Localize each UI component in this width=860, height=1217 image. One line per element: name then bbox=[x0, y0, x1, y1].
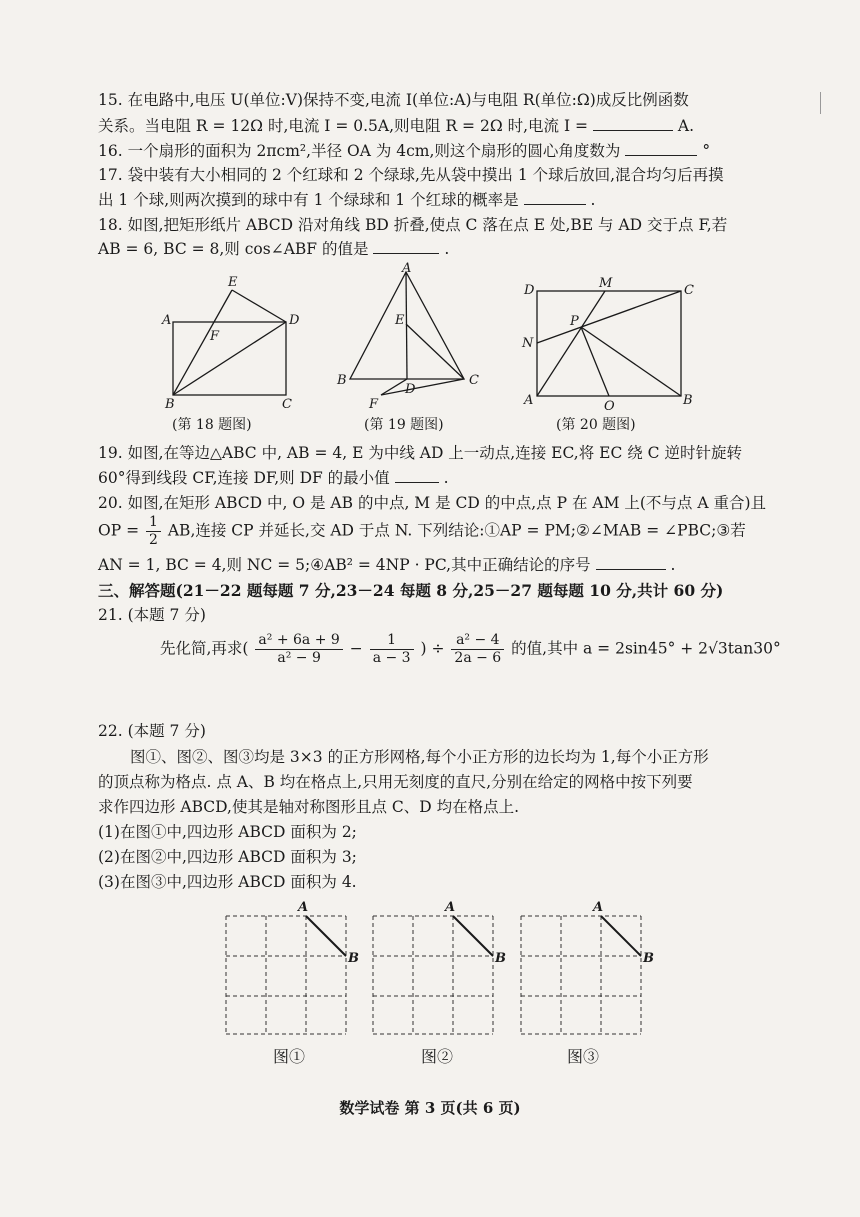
fig18-label-d: D bbox=[289, 313, 300, 328]
q22-line2: 的顶点称为格点. 点 A、B 均在格点上,只用无刻度的直尺,分别在给定的网格中按下列要 bbox=[98, 773, 693, 791]
q20-frac-den: 2 bbox=[149, 532, 158, 548]
q21-f3-den: 2a − 6 bbox=[454, 650, 502, 666]
q21-fraction-2 bbox=[370, 632, 414, 667]
q21-f2-num: 1 bbox=[370, 632, 414, 650]
q15-answer-blank bbox=[593, 116, 673, 131]
grid2-segment-ab bbox=[453, 916, 493, 956]
q16-line bbox=[98, 140, 710, 162]
q22-header: 22. (本题 7 分) bbox=[98, 722, 206, 740]
q20-line2 bbox=[98, 514, 746, 549]
q18-line1: 18. 如图,把矩形纸片 ABCD 沿对角线 BD 折叠,使点 C 落在点 E 处,BE 与 AD 交于点 F,若 bbox=[98, 216, 728, 234]
q21-header: 21. (本题 7 分) bbox=[98, 606, 206, 624]
q16-answer-blank bbox=[625, 141, 697, 156]
figure-19 bbox=[333, 262, 493, 412]
q20-period: . bbox=[670, 556, 676, 574]
q20-text: AB,连接 CP 并延长,交 AD 于点 N. 下列结论:①AP = PM;②∠MAB = ∠PBC;③若 bbox=[167, 521, 746, 540]
fig18-diagonal-bd bbox=[173, 322, 286, 395]
fig18-label-c: C bbox=[282, 397, 292, 412]
q22-item2: (2)在图②中,四边形 ABCD 面积为 3; bbox=[98, 848, 357, 866]
q19-answer-blank bbox=[395, 468, 439, 483]
fig19-segment-ec bbox=[406, 324, 464, 379]
grid-2 bbox=[362, 896, 512, 1036]
grid1-label-b: B bbox=[348, 951, 359, 966]
q21-f3-num: a² − 4 bbox=[451, 632, 504, 650]
fig20-segment-cn bbox=[537, 291, 681, 343]
grid3-caption: 图③ bbox=[567, 1047, 600, 1066]
fig20-label-p: P bbox=[570, 314, 579, 329]
fig20-rectangle bbox=[537, 291, 681, 396]
q19-line1: 19. 如图,在等边△ABC 中, AB = 4, E 为中线 AD 上一动点,连接 EC,将 EC 绕 C 逆时针旋转 bbox=[98, 444, 742, 462]
q20-fraction bbox=[146, 514, 161, 549]
q15-line2 bbox=[98, 115, 694, 137]
fig20-label-n: N bbox=[522, 336, 534, 351]
grid-1 bbox=[215, 896, 365, 1036]
fig20-label-d: D bbox=[524, 283, 535, 298]
q21-f1-num: a² + 6a + 9 bbox=[255, 632, 342, 650]
q20-line1: 20. 如图,在矩形 ABCD 中, O 是 AB 的中点, M 是 CD 的中点,点 P 在 AM 上(不与点 A 重合)且 bbox=[98, 494, 767, 512]
fig19-label-c: C bbox=[469, 373, 479, 388]
q20-answer-blank bbox=[596, 555, 666, 570]
fig20-label-b: B bbox=[683, 393, 693, 408]
grid1-segment-ab bbox=[306, 916, 346, 956]
fig19-label-f: F bbox=[369, 397, 379, 412]
fig19-label-b: B bbox=[337, 373, 347, 388]
q21-fraction-3 bbox=[451, 632, 504, 667]
q17-period: . bbox=[590, 191, 596, 209]
q18-period: . bbox=[444, 240, 450, 258]
q20-line3 bbox=[98, 554, 675, 576]
fig20-label-m: M bbox=[599, 276, 613, 291]
q21-f1-den: a² − 9 bbox=[277, 650, 321, 666]
fig20-label-o: O bbox=[604, 399, 615, 414]
grid-3 bbox=[510, 896, 660, 1036]
q15-unit: A. bbox=[677, 117, 694, 135]
q15-text: 关系。当电阻 R = 12Ω 时,电流 I = 0.5A,则电阻 R = 2Ω 时,电流 I = bbox=[98, 117, 588, 135]
grid1-caption: 图① bbox=[273, 1047, 306, 1066]
fig19-label-d: D bbox=[405, 382, 416, 397]
figure-18 bbox=[158, 272, 308, 414]
q17-line2 bbox=[98, 189, 595, 211]
q22-item1: (1)在图①中,四边形 ABCD 面积为 2; bbox=[98, 823, 357, 841]
fig20-segment-am bbox=[537, 291, 605, 396]
page-footer: 数学试卷 第 3 页(共 6 页) bbox=[339, 1099, 521, 1117]
fig20-caption: (第 20 题图) bbox=[556, 417, 636, 433]
fig18-segment-ed bbox=[232, 290, 286, 322]
q21-minus: − bbox=[349, 639, 363, 658]
section-3-title: 三、解答题(21－22 题每题 7 分,23－24 每题 8 分,25－27 题每题 10 分,共计 60 分) bbox=[98, 581, 724, 600]
q22-item3: (3)在图③中,四边形 ABCD 面积为 4. bbox=[98, 873, 357, 891]
grid1-label-a: A bbox=[298, 900, 309, 915]
fig18-label-f: F bbox=[210, 329, 220, 344]
fig19-caption: (第 19 题图) bbox=[364, 417, 444, 433]
q21-fraction-1 bbox=[255, 632, 342, 667]
q21-f2-den: a − 3 bbox=[372, 650, 411, 666]
q19-line2 bbox=[98, 467, 449, 489]
q21-div: ) ÷ bbox=[420, 639, 445, 658]
figure-20 bbox=[518, 276, 698, 414]
q19-period: . bbox=[443, 469, 449, 487]
q19-text: 60°得到线段 CF,连接 DF,则 DF 的最小值 bbox=[98, 469, 390, 487]
fig18-caption: (第 18 题图) bbox=[172, 417, 252, 433]
q16-degree: ° bbox=[702, 142, 711, 160]
q22-line1: 图①、图②、图③均是 3×3 的正方形网格,每个小正方形的边长均为 1,每个小正方形 bbox=[130, 748, 709, 766]
q17-line1: 17. 袋中装有大小相同的 2 个红球和 2 个绿球,先从袋中摸出 1 个球后放回,混合均匀后再摸 bbox=[98, 166, 724, 184]
fig19-label-a: A bbox=[402, 262, 412, 276]
q17-text: 出 1 个球,则两次摸到的球中有 1 个绿球和 1 个红球的概率是 bbox=[98, 191, 519, 209]
fig18-label-b: B bbox=[165, 397, 175, 412]
fig19-label-e: E bbox=[395, 313, 405, 328]
q21-pre: 先化简,再求( bbox=[160, 639, 249, 658]
grid3-label-b: B bbox=[643, 951, 654, 966]
q22-line3: 求作四边形 ABCD,使其是轴对称图形且点 C、D 均在格点上. bbox=[98, 798, 520, 816]
q20-frac-num: 1 bbox=[146, 514, 161, 532]
fig20-label-c: C bbox=[684, 283, 694, 298]
q18-answer-blank bbox=[373, 239, 439, 254]
q18-text: AB = 6, BC = 8,则 cos∠ABF 的值是 bbox=[98, 240, 369, 258]
grid2-caption: 图② bbox=[421, 1047, 454, 1066]
q15-line1: 15. 在电路中,电压 U(单位:V)保持不变,电流 I(单位:A)与电阻 R(单位:Ω)成反比例函数 bbox=[98, 91, 689, 109]
grid3-label-a: A bbox=[593, 900, 604, 915]
q20-text3: AN = 1, BC = 4,则 NC = 5;④AB² = 4NP · PC,其中正确结论的序号 bbox=[98, 556, 591, 574]
grid2-label-b: B bbox=[495, 951, 506, 966]
q21-expression bbox=[160, 632, 781, 667]
fig18-label-a: A bbox=[162, 313, 172, 328]
fig18-segment-be bbox=[173, 290, 232, 395]
q18-line2 bbox=[98, 238, 449, 260]
q17-answer-blank bbox=[524, 190, 586, 205]
q20-op: OP = bbox=[98, 521, 140, 540]
grid3-segment-ab bbox=[601, 916, 641, 956]
q21-post: 的值,其中 a = 2sin45° + 2√3tan30° bbox=[511, 639, 781, 658]
q16-text: 16. 一个扇形的面积为 2πcm²,半径 OA 为 4cm,则这个扇形的圆心角度数为 bbox=[98, 142, 621, 160]
grid2-label-a: A bbox=[445, 900, 456, 915]
edge-mark bbox=[820, 92, 821, 114]
fig18-label-e: E bbox=[228, 275, 238, 290]
fig20-label-a: A bbox=[524, 393, 534, 408]
fig20-segment-pb bbox=[581, 327, 681, 396]
